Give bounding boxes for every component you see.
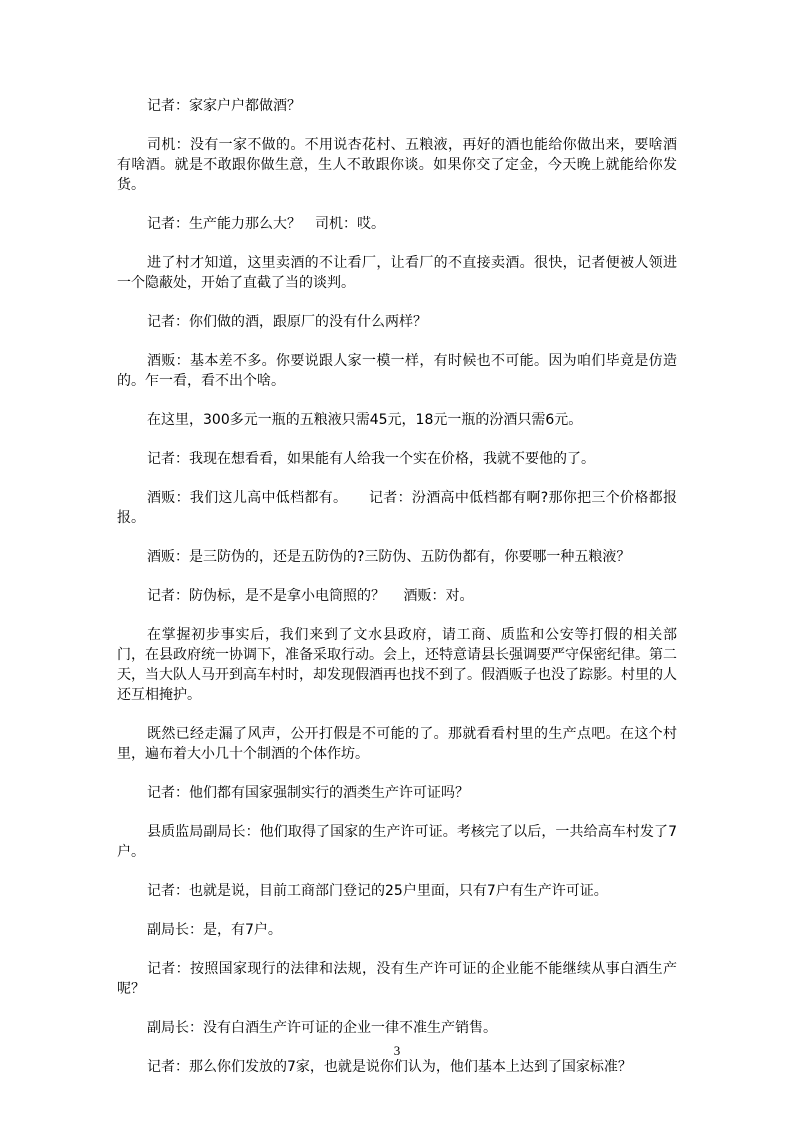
paragraph: 记者：家家户户都做酒？ (147, 98, 301, 114)
paragraph: 记者：生产能力那么大？ 司机：哎。 (147, 216, 385, 232)
paragraph: 记者：他们都有国家强制实行的酒类生产许可证吗？ (147, 785, 469, 801)
paragraph: 记者：我现在想看看，如果能有人给我一个实在价格，我就不要他的了。 (147, 451, 595, 467)
paragraph: 记者：那么你们发放的7家，也就是说你们认为，他们基本上达到了国家标准？ (147, 1059, 632, 1075)
page-number: 3 (393, 1043, 401, 1058)
paragraph: 记者：防伪标，是不是拿小电筒照的？ 酒贩：对。 (147, 588, 474, 604)
paragraph: 记者：你们做的酒，跟原厂的没有什么两样？ (147, 314, 427, 330)
paragraph: 在掌握初步事实后，我们来到了文水县政府，请工商、质监和公安等打假的相关部门，在县政府统一协调下，准备采取行动。会上，还特意请县长强调要严守保密纪律。第二天，当大队人马开到高车村时，却发现假酒再也找不到了。假酒贩子也没了踪影。村里的人还互相掩护。 (117, 627, 677, 703)
body-text (117, 96, 677, 1096)
paragraph: 酒贩：是三防伪的，还是五防伪的?三防伪、五防伪都有，你要哪一种五粮液？ (147, 549, 631, 565)
paragraph: 副局长：没有白酒生产许可证的企业一律不准生产销售。 (147, 1020, 497, 1036)
paragraph: 进了村才知道，这里卖酒的不让看厂，让看厂的不直接卖酒。很快，记者便被人领进一个隐蔽处，开始了直截了当的谈判。 (117, 255, 677, 291)
paragraph: 酒贩：我们这儿高中低档都有。 记者：汾酒高中低档都有啊?那你把三个价格都报报。 (117, 490, 677, 526)
paragraph: 县质监局副局长：他们取得了国家的生产许可证。考核完了以后，一共给高车村发了7户。 (117, 824, 677, 860)
paragraph: 副局长：是，有7户。 (147, 922, 282, 938)
paragraph: 在这里，300多元一瓶的五粮液只需45元，18元一瓶的汾酒只需6元。 (147, 412, 583, 428)
paragraph: 既然已经走漏了风声，公开打假是不可能的了。那就看看村里的生产点吧。在这个村里，遍布着大小几十个制酒的个体作坊。 (117, 726, 677, 762)
paragraph: 酒贩：基本差不多。你要说跟人家一模一样，有时候也不可能。因为咱们毕竟是仿造的。乍一看，看不出个啥。 (117, 353, 677, 389)
paragraph: 记者：按照国家现行的法律和法规，没有生产许可证的企业能不能继续从事白酒生产呢？ (117, 961, 677, 997)
paragraph: 司机：没有一家不做的。不用说杏花村、五粮液，再好的酒也能给你做出来，要啥酒有啥酒。就是不敢跟你做生意，生人不敢跟你谈。如果你交了定金，今天晚上就能给你发货。 (117, 137, 677, 193)
paragraph: 记者：也就是说，目前工商部门登记的25户里面，只有7户有生产许可证。 (147, 883, 608, 899)
